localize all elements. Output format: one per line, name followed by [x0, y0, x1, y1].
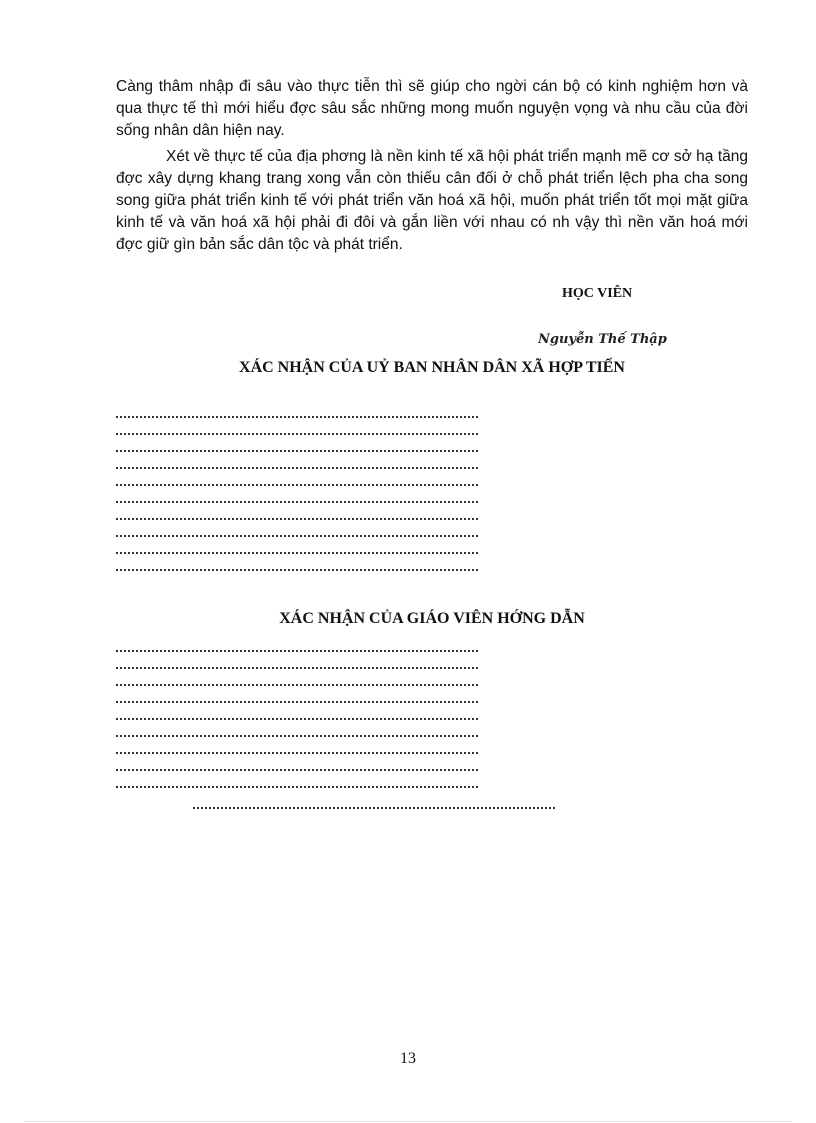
dotted-line	[116, 438, 478, 455]
signer-title: HỌC VIÊN	[562, 286, 633, 301]
dotted-line	[116, 672, 478, 689]
body-paragraph: Càng thâm nhập đi sâu vào thực tiễn thì sẽ giúp cho ngời cán bộ có kinh nghiệm hơn và qua thực tế thì mới hiểu đợc sâu sắc những mong muốn nguyện vọng và nhu cầu của đời sống nhân dân hiện nay.	[116, 78, 748, 139]
dotted-line	[116, 723, 478, 740]
commune-confirmation-lines	[116, 404, 478, 574]
dotted-line	[116, 557, 478, 574]
page-number: 13	[400, 1050, 416, 1067]
dotted-line	[116, 455, 478, 472]
dotted-line	[116, 540, 478, 557]
dotted-line	[116, 638, 478, 655]
section-heading-teacher-confirmation: XÁC NHẬN CỦA GIÁO VIÊN HỚNG DẪN	[279, 610, 585, 627]
dotted-line	[116, 757, 478, 774]
dotted-line	[116, 689, 478, 706]
page-bottom-edge	[24, 1121, 792, 1122]
dotted-line	[116, 404, 478, 421]
dotted-line	[116, 740, 478, 757]
handwritten-signature: Nguyễn Thế Thập	[538, 332, 667, 347]
dotted-line	[116, 774, 478, 791]
dotted-line	[116, 523, 478, 540]
section-heading-commune-confirmation: XÁC NHẬN CỦA UỶ BAN NHÂN DÂN XÃ HỢP TIẾN	[239, 359, 625, 376]
dotted-line	[193, 795, 555, 809]
dotted-line	[116, 489, 478, 506]
dotted-line	[116, 421, 478, 438]
dotted-line	[116, 706, 478, 723]
dotted-line	[116, 472, 478, 489]
body-paragraph: Xét về thực tế của địa phơng là nền kinh tế xã hội phát triển mạnh mẽ cơ sở hạ tầng đợc xây dựng khang trang xong vẫn còn thiếu cân đối ở chỗ phát triển lệch pha cha song song giữa phát triển kinh tế với phát triển văn hoá xã hội, muốn phát triển tốt mọi mặt giữa kinh tế và văn hoá xã hội phải đi đôi và gắn liền với nhau có nh vậy thì nền văn hoá mới đợc giữ gìn bản sắc dân tộc và phát triển.	[116, 148, 748, 253]
teacher-confirmation-lines	[116, 638, 478, 791]
dotted-line	[116, 655, 478, 672]
dotted-line	[116, 506, 478, 523]
